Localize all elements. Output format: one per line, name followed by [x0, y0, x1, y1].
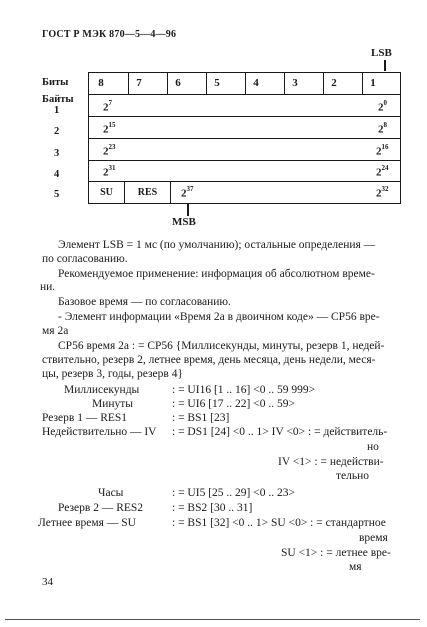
- byte1-low-weight: $2^0$: [378, 99, 387, 114]
- byte2-high-weight: $2^{15}$: [103, 121, 116, 136]
- bit-number-7: 7: [136, 77, 142, 89]
- bit-number-8: 8: [98, 77, 104, 89]
- def-value-res1: : = BS1 [23]: [172, 412, 230, 424]
- paragraph-cp56-line2: ствительно, резерв 2, летнее время, день месяца, день недели, меся-: [42, 354, 376, 366]
- def-name-iv: Недействительно — IV: [42, 426, 157, 438]
- def-value-hours: : = UI5 [25 .. 29] <0 .. 23>: [172, 487, 295, 499]
- bit-number-5: 5: [214, 77, 220, 89]
- paragraph-lsb-line2: по согласованию.: [42, 253, 128, 265]
- byte5-high-weight: $2^{37}$: [181, 185, 194, 200]
- row-divider: [89, 160, 400, 161]
- def-value-iv: : = DS1 [24] <0 .. 1> IV <0> : = действитель-: [172, 426, 388, 438]
- byte3-high-weight: $2^{23}$: [103, 143, 116, 158]
- def-name-hours: Часы: [98, 487, 124, 499]
- def-value-res2: : = BS2 [30 .. 31]: [172, 502, 253, 514]
- res-bit-cell: RES: [125, 181, 171, 203]
- bytes-label: Байты: [42, 94, 74, 105]
- def-value-su-cont3: мя: [349, 561, 362, 573]
- byte-number-1: 1: [54, 105, 60, 116]
- bit-number-1: 1: [370, 77, 376, 89]
- paragraph-element-line1: - Элемент информации «Время 2а в двоичном коде» — CP56 вре-: [58, 311, 380, 323]
- row-divider: [89, 138, 400, 139]
- paragraph-lsb-line1: Элемент LSB = 1 мс (по умолчанию); остальные определения —: [58, 239, 376, 251]
- def-name-su: Летнее время — SU: [38, 517, 136, 529]
- def-value-minutes: : = UI6 [17 .. 22] <0 .. 59>: [172, 398, 295, 410]
- def-value-su-cont2: SU <1> : = летнее вре-: [281, 547, 391, 559]
- paragraph-element-line2: мя 2а: [42, 325, 69, 337]
- bit-number-6: 6: [175, 77, 181, 89]
- bits-label: Биты: [42, 77, 69, 88]
- byte-number-2: 2: [54, 126, 60, 137]
- def-value-iv-cont2: IV <1> : = недействи-: [278, 456, 384, 468]
- lsb-marker-line: [384, 60, 386, 71]
- byte3-low-weight: $2^{16}$: [376, 143, 389, 158]
- paragraph-cp56-line3: цы, резерв 3, годы, резерв 4}: [42, 368, 183, 380]
- def-name-res2: Резерв 2 — RES2: [58, 502, 144, 514]
- row-divider: [89, 94, 400, 95]
- paragraph-base-time: Базовое время — по согласованию.: [58, 296, 231, 308]
- bit-number-2: 2: [331, 77, 337, 89]
- lsb-label: LSB: [371, 47, 392, 59]
- byte-number-3: 3: [54, 148, 60, 159]
- su-bit-cell: SU: [89, 181, 125, 203]
- bit-number-4: 4: [253, 77, 259, 89]
- bit-number-3: 3: [292, 77, 298, 89]
- scan-edge-line: [5, 619, 420, 620]
- paragraph-usage-line2: ни.: [40, 281, 56, 293]
- row-divider: [89, 116, 400, 117]
- def-name-minutes: Минуты: [92, 398, 134, 410]
- byte1-high-weight: $2^7$: [103, 99, 112, 114]
- def-name-res1: Резерв 1 — RES1: [42, 412, 128, 424]
- paragraph-cp56-line1: CP56 время 2а : = CP56 {Миллисекунды, минуты, резерв 1, недей-: [58, 340, 385, 352]
- byte4-high-weight: $2^{31}$: [103, 164, 116, 179]
- msb-marker-line: [187, 204, 189, 216]
- def-value-iv-cont1: но: [367, 441, 379, 453]
- page-number: 34: [42, 576, 53, 588]
- document-header: ГОСТ Р МЭК 870—5—4—96: [42, 29, 177, 40]
- def-name-milliseconds: Миллисекунды: [64, 384, 140, 396]
- bit-layout-table: [88, 72, 401, 204]
- byte-number-4: 4: [54, 169, 60, 180]
- byte5-low-weight: $2^{32}$: [376, 185, 389, 200]
- def-value-milliseconds: : = UI16 [1 .. 16] <0 .. 59 999>: [172, 384, 316, 396]
- def-value-su: : = BS1 [32] <0 .. 1> SU <0> : = стандартное: [172, 517, 386, 529]
- def-value-iv-cont3: тельно: [336, 470, 370, 482]
- byte4-low-weight: $2^{24}$: [376, 164, 389, 179]
- msb-label: MSB: [172, 216, 196, 228]
- byte-number-5: 5: [54, 189, 60, 200]
- byte2-low-weight: $2^8$: [378, 121, 387, 136]
- paragraph-usage-line1: Рекомендуемое применение: информация об абсолютном време-: [58, 268, 375, 280]
- def-value-su-cont1: время: [359, 532, 388, 544]
